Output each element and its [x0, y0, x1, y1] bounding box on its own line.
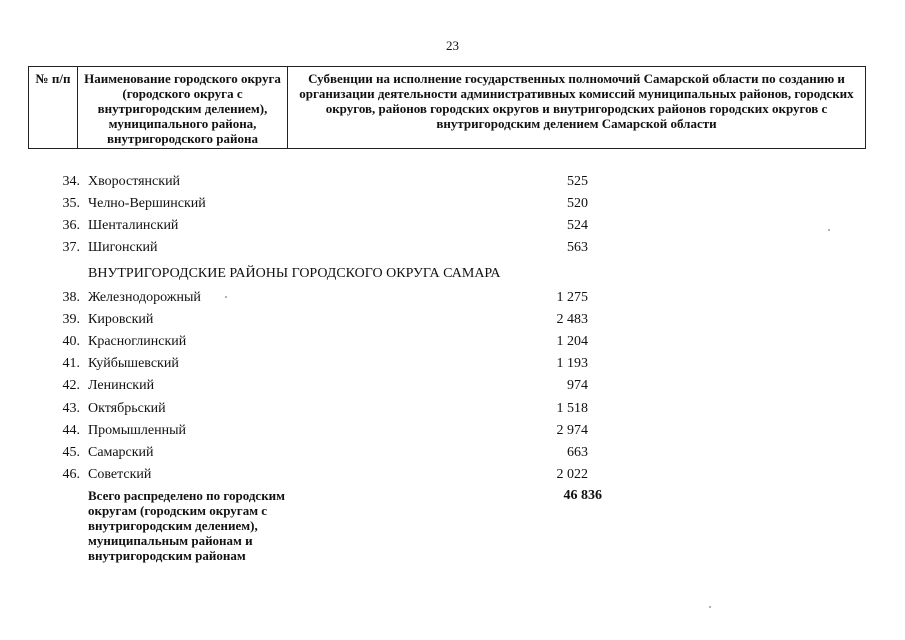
table-header [28, 66, 866, 149]
row-name: Октябрьский [88, 401, 166, 416]
table-row [0, 376, 905, 396]
header-col-name: Наименование городского округа (городского округа с внутригородским делением), муниципального района, внутригородского района [78, 67, 288, 149]
row-value: 1 193 [556, 356, 588, 371]
total-label: Всего распределено по городским округам (городским округам с внутригородским делением), муниципальным районам и внутригородским районам [88, 488, 286, 563]
row-value: 2 022 [556, 467, 588, 482]
row-value: 2 483 [556, 312, 588, 327]
page-number: 23 [446, 38, 459, 53]
row-value: 563 [567, 240, 588, 255]
table-row [0, 238, 905, 258]
row-name: Советский [88, 467, 152, 482]
table-row [0, 194, 905, 214]
row-name: Ленинский [88, 378, 155, 393]
row-value: 525 [567, 174, 588, 189]
row-number: 35. [62, 196, 80, 211]
header-col-subvention: Субвенции на исполнение государственных полномочий Самарской области по созданию и организации деятельности административных комиссий муниципальных районов, городских округов, районов городских округов и внутригородских районов городских округов с внутригородским делением Самарской области [288, 67, 866, 149]
row-name: Челно-Вершинский [88, 196, 206, 211]
row-value: 520 [567, 196, 588, 211]
scan-speck [709, 606, 711, 608]
table-row [0, 216, 905, 236]
row-number: 41. [62, 356, 80, 371]
row-name: Промышленный [88, 423, 186, 438]
row-number: 42. [62, 378, 80, 393]
row-name: Кировский [88, 312, 154, 327]
row-number: 45. [62, 445, 80, 460]
row-number: 34. [62, 174, 80, 189]
scan-speck [225, 296, 227, 298]
section-title: ВНУТРИГОРОДСКИЕ РАЙОНЫ ГОРОДСКОГО ОКРУГА САМАРА [88, 266, 501, 281]
row-value: 524 [567, 218, 588, 233]
row-number: 43. [62, 401, 80, 416]
table-row [0, 332, 905, 352]
row-name: Шенталинский [88, 218, 179, 233]
row-name: Самарский [88, 445, 154, 460]
row-value: 974 [567, 378, 588, 393]
row-number: 37. [62, 240, 80, 255]
total-value: 46 836 [563, 488, 602, 503]
table-row [0, 172, 905, 192]
header-col-number: № п/п [29, 67, 78, 149]
row-name: Хворостянский [88, 174, 181, 189]
row-number: 38. [62, 290, 80, 305]
row-number: 44. [62, 423, 80, 438]
table-row [0, 310, 905, 330]
table-row [0, 354, 905, 374]
row-name: Шигонский [88, 240, 158, 255]
row-value: 2 974 [556, 423, 588, 438]
row-name: Железнодорожный [88, 290, 201, 305]
row-value: 1 204 [556, 334, 588, 349]
row-value: 663 [567, 445, 588, 460]
scan-speck [828, 229, 830, 231]
table-row [0, 443, 905, 463]
row-name: Куйбышевский [88, 356, 179, 371]
row-number: 40. [62, 334, 80, 349]
table-row [0, 399, 905, 419]
row-name: Красноглинский [88, 334, 187, 349]
row-number: 36. [62, 218, 80, 233]
table-row [0, 465, 905, 485]
row-number: 46. [62, 467, 80, 482]
table-row [0, 421, 905, 441]
row-value: 1 275 [556, 290, 588, 305]
row-value: 1 518 [556, 401, 588, 416]
row-number: 39. [62, 312, 80, 327]
table-row [0, 288, 905, 308]
